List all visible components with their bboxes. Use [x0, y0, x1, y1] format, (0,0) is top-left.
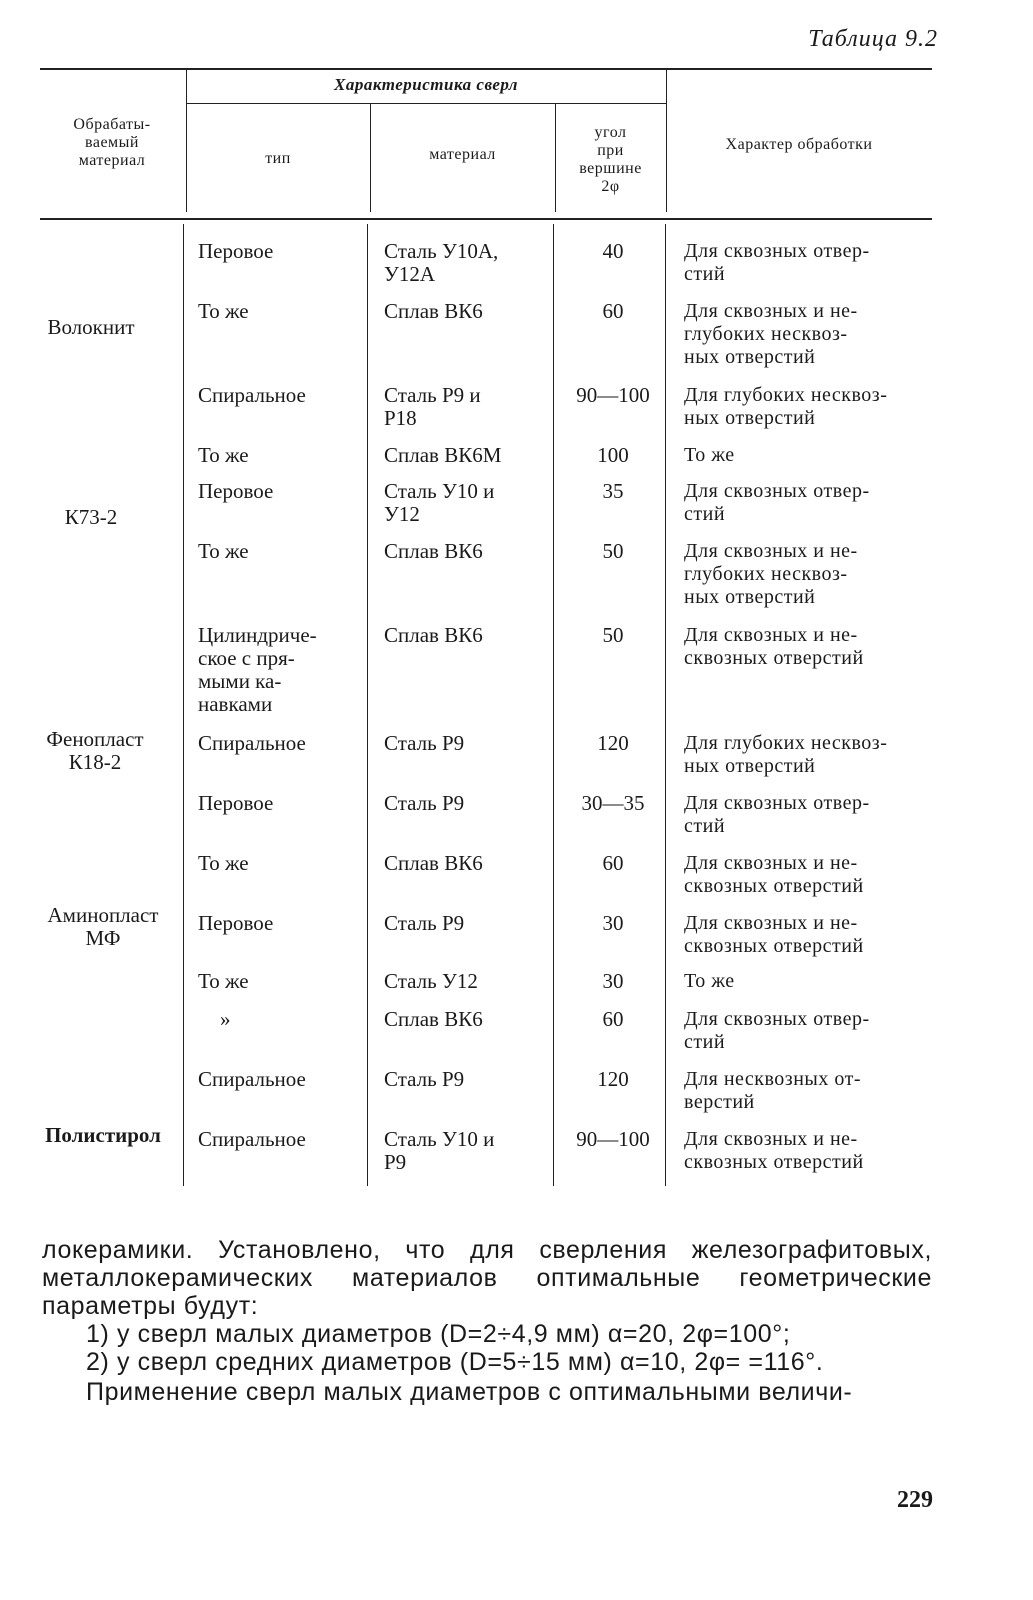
processing-type: Для сквозных и не- глубоких несквоз- ных отверстий [684, 300, 858, 368]
column-divider [665, 224, 666, 1186]
processing-type: Для сквозных и не- сквозных отверстий [684, 852, 864, 897]
tip-angle: 30 [602, 911, 624, 935]
material-label: К73-2 [64, 505, 118, 529]
processing-type: То же [684, 444, 735, 466]
drill-material: Сталь У10А, У12А [384, 239, 499, 286]
header-drill-material: материал [429, 146, 496, 163]
table-header-rule [40, 218, 932, 220]
drill-type: То же [198, 539, 249, 563]
material-label: Волокнит [47, 315, 135, 339]
processing-type: Для сквозных отвер- стий [684, 480, 870, 525]
drill-material: Сплав ВК6 [384, 539, 483, 563]
drill-type: Перовое [198, 911, 274, 935]
drill-material: Сталь У10 и Р9 [384, 1127, 495, 1174]
drill-material: Сталь У10 и У12 [384, 479, 495, 526]
tip-angle: 60 [602, 851, 624, 875]
drill-type: Спиральное [198, 1127, 306, 1151]
drill-material: Сталь Р9 [384, 731, 465, 755]
processing-type: Для сквозных отвер- стий [684, 792, 870, 837]
drill-type: Спиральное [198, 731, 306, 755]
tip-angle: 120 [597, 731, 629, 755]
drill-material: Сплав ВК6 [384, 851, 483, 875]
drill-material: Сплав ВК6М [384, 443, 502, 467]
tip-angle: 90—100 [576, 383, 650, 407]
drill-type: То же [198, 299, 249, 323]
tip-angle: 120 [597, 1067, 629, 1091]
drill-type: Перовое [198, 239, 274, 263]
column-divider [553, 224, 554, 1186]
tip-angle: 90—100 [576, 1127, 650, 1151]
tip-angle: 60 [602, 1007, 624, 1031]
drill-material: Сплав ВК6 [384, 299, 483, 323]
tip-angle: 50 [602, 539, 624, 563]
group-header-rule [186, 103, 666, 104]
drill-material: Сталь У12 [384, 969, 478, 993]
processing-type: То же [684, 970, 735, 992]
processing-type: Для глубоких несквоз- ных отверстий [684, 384, 888, 429]
header-material: Обрабаты- ваемый материал [73, 116, 151, 169]
processing-type: Для сквозных и не- сквозных отверстий [684, 1128, 864, 1173]
tip-angle: 30 [602, 969, 624, 993]
processing-type: Для несквозных от- верстий [684, 1068, 861, 1113]
processing-type: Для сквозных отвер- стий [684, 240, 870, 285]
header-drill-characteristics: Характеристика сверл [334, 75, 518, 94]
body-list-item: 2) у сверл средних диаметров (D=5÷15 мм) α=10, 2φ= =116°. [86, 1348, 824, 1376]
body-paragraph: локерамики. Установлено, что для сверления железографитовых, металлокерамических материалов оптимальные геометрические параметры будут: [42, 1236, 932, 1320]
body-text [42, 1236, 932, 1406]
page-number: 229 [897, 1487, 933, 1513]
drill-material: Сплав ВК6 [384, 623, 483, 647]
drill-type: Перовое [198, 479, 274, 503]
material-label: Полистирол [45, 1123, 161, 1147]
tip-angle: 100 [597, 443, 629, 467]
body-paragraph: Применение сверл малых диаметров с оптимальными величи- [86, 1378, 853, 1406]
drill-material: Сталь Р9 [384, 1067, 465, 1091]
drill-material: Сталь Р9 [384, 911, 465, 935]
drill-type: Цилиндриче- ское с пря- мыми ка- навками [198, 623, 317, 716]
drill-type: То же [198, 851, 249, 875]
drill-type: Спиральное [198, 1067, 306, 1091]
material-label: Аминопласт МФ [47, 903, 159, 950]
column-divider [183, 224, 184, 1186]
header-angle: угол при вершине 2φ [579, 124, 642, 195]
header-processing: Характер обработки [725, 136, 873, 153]
processing-type: Для сквозных и не- глубоких несквоз- ных отверстий [684, 540, 858, 608]
material-label: Фенопласт К18-2 [46, 727, 144, 774]
table-top-rule [40, 68, 932, 70]
tip-angle: 35 [602, 479, 624, 503]
processing-type: Для глубоких несквоз- ных отверстий [684, 732, 888, 777]
drill-type: То же [198, 969, 249, 993]
column-divider [367, 224, 368, 1186]
drill-material: Сплав ВК6 [384, 1007, 483, 1031]
processing-type: Для сквозных и не- сквозных отверстий [684, 624, 864, 669]
drill-type: » [220, 1007, 231, 1031]
drill-material: Сталь Р9 и Р18 [384, 383, 481, 430]
drill-type: То же [198, 443, 249, 467]
drill-material: Сталь Р9 [384, 791, 465, 815]
processing-type: Для сквозных и не- сквозных отверстий [684, 912, 864, 957]
body-list-item: 1) у сверл малых диаметров (D=2÷4,9 мм) α=20, 2φ=100°; [86, 1320, 791, 1348]
processing-type: Для сквозных отвер- стий [684, 1008, 870, 1053]
header-type: тип [265, 150, 291, 167]
drill-type: Спиральное [198, 383, 306, 407]
tip-angle: 40 [602, 239, 624, 263]
drill-type: Перовое [198, 791, 274, 815]
table-caption: Таблица 9.2 [808, 26, 938, 52]
tip-angle: 30—35 [581, 791, 645, 815]
tip-angle: 60 [602, 299, 624, 323]
tip-angle: 50 [602, 623, 624, 647]
